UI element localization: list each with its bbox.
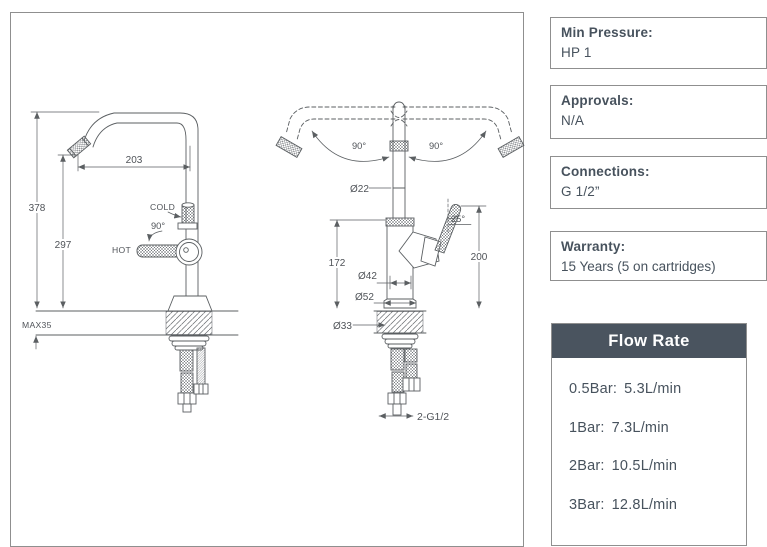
spec-label: Approvals: [561, 93, 634, 108]
angle-swivel-left: 90° [352, 141, 367, 151]
spec-box-connections [550, 156, 767, 209]
label-cold: COLD [150, 202, 176, 212]
dia-base: Ø52 [355, 292, 374, 303]
flow-rate-rows [552, 358, 746, 524]
angle-lever: 25° [451, 214, 466, 224]
dim-spout-height: 297 [54, 240, 72, 251]
dim-max-thickness: MAX35 [22, 320, 52, 330]
spec-box-approvals [550, 85, 767, 139]
flow-rate-panel [551, 323, 747, 546]
aerator-left [276, 137, 302, 158]
flow-rate-row [569, 447, 746, 486]
countertop-side [36, 311, 238, 335]
angle-handle-rotation: 90° [151, 221, 166, 231]
flow-rate-title: Flow Rate [552, 324, 746, 358]
dim-total-height: 378 [28, 203, 46, 214]
dim-lever-height: 200 [470, 252, 488, 263]
handle-joint [176, 239, 202, 265]
countertop-front [374, 311, 426, 333]
front-view [276, 102, 524, 423]
angle-swivel-right: 90° [429, 141, 444, 151]
label-connection-thread: 2-G1/2 [417, 411, 450, 423]
label-hot: HOT [112, 245, 132, 255]
spec-box-warranty [550, 231, 767, 281]
flow-value: 12.8L/min [611, 496, 678, 513]
spec-label: Warranty: [561, 239, 626, 254]
cold-handle [178, 203, 197, 229]
spec-label: Min Pressure: [561, 25, 653, 40]
dim-spout-reach: 203 [125, 155, 143, 166]
hot-handle [137, 245, 182, 257]
flow-pressure: 2Bar: [569, 458, 605, 475]
flow-pressure: 1Bar: [569, 419, 605, 436]
dia-hole: Ø33 [333, 321, 352, 332]
flow-value: 10.5L/min [611, 458, 678, 475]
aerator-right [498, 137, 524, 158]
fixing-kit-side [169, 336, 209, 412]
fixing-kit-front [382, 334, 420, 415]
spec-value: G 1/2” [561, 184, 600, 199]
spec-value: HP 1 [561, 45, 592, 60]
flow-rate-row [569, 370, 746, 409]
flow-value: 5.3L/min [624, 381, 682, 398]
lever-handle [399, 199, 461, 268]
flow-rate-row [569, 409, 746, 448]
flow-pressure: 3Bar: [569, 496, 605, 513]
dia-spout: Ø22 [350, 184, 369, 195]
dim-body-height: 172 [328, 258, 346, 269]
spec-value: 15 Years (5 on cartridges) [561, 259, 716, 274]
dia-body: Ø42 [358, 271, 377, 282]
flow-rate-row [569, 486, 746, 525]
spec-label: Connections: [561, 164, 650, 179]
spec-value: N/A [561, 113, 585, 128]
spec-box-min-pressure [550, 17, 767, 69]
side-view-dimensions [26, 112, 190, 349]
side-view [22, 112, 238, 412]
aerator [67, 136, 90, 158]
swivel-range [286, 107, 512, 140]
flow-pressure: 0.5Bar: [569, 381, 618, 398]
flow-value: 7.3L/min [611, 419, 669, 436]
